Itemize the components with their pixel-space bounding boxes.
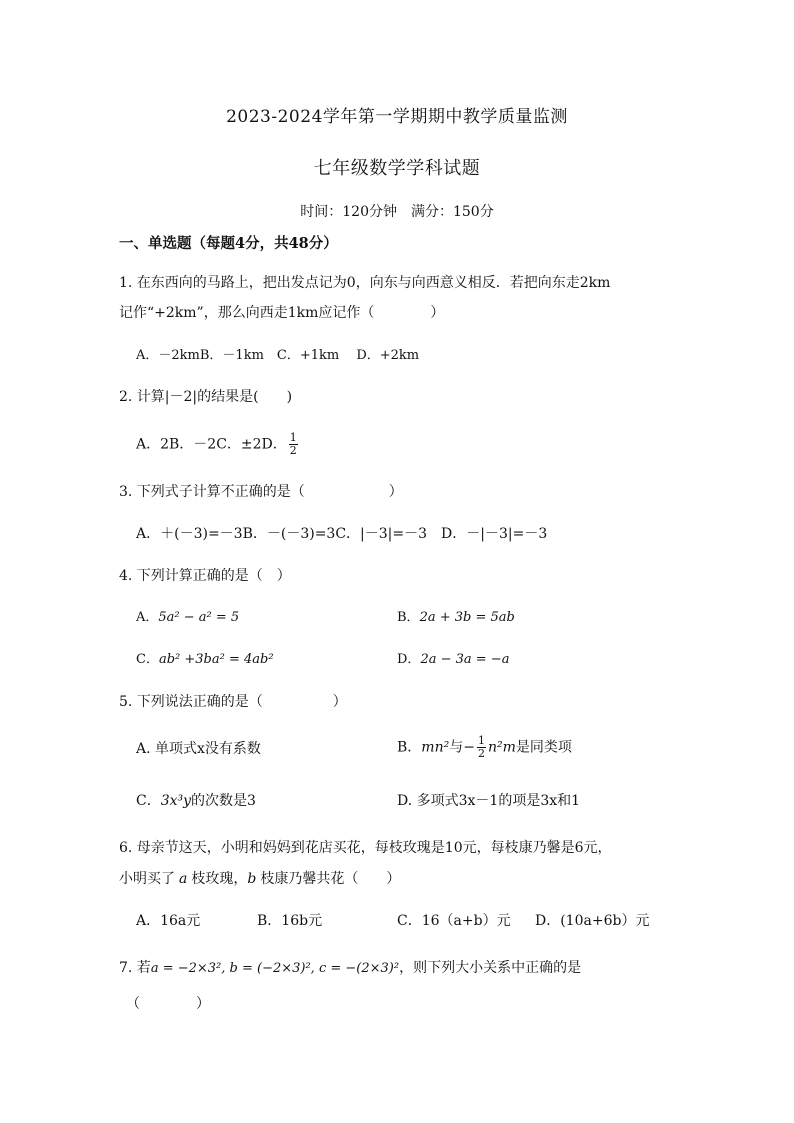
q5-c-term: 3x³y	[160, 793, 192, 809]
q7-stem	[119, 958, 581, 979]
q6-var-b: b	[247, 871, 257, 887]
q5-b-mid: 与−	[449, 739, 475, 756]
q4-option-c	[136, 650, 274, 670]
q4-d-formula: 2a − 3a = −a	[420, 652, 510, 667]
q6-line2-b: 枝玫瑰，	[191, 871, 248, 887]
q1-line2: 记作“+2km”，那么向西走1km应记作（ ）	[119, 305, 445, 321]
q4-b-formula: 2a + 3b = 5ab	[419, 610, 515, 625]
q5-b-term1: mn²	[421, 739, 450, 756]
q5-option-a: A. 单项式x没有系数	[136, 741, 261, 757]
q4-stem: 4. 下列计算正确的是（ ）	[119, 568, 291, 584]
q6-line2-a: 小明买了	[119, 871, 175, 887]
section-heading: 一、单选题（每题4分，共48分）	[119, 235, 338, 252]
q3-options: A．＋(－3)=－3B．－(－3)=3C．|－3|=－3 D．－|－3|=－3	[136, 526, 548, 542]
q6-option-b: B．16b元	[257, 913, 323, 929]
q5-c-tail: 的次数是3	[191, 793, 256, 809]
q6-var-a: a	[179, 871, 188, 887]
q6-line2-c: 枝康乃馨共花（ ）	[260, 871, 401, 887]
q5-option-b	[397, 735, 572, 760]
q4-b-label: B．	[397, 610, 420, 625]
q2-fraction	[289, 432, 298, 457]
q5-b-tail: 是同类项	[515, 739, 572, 756]
q5-b-frac-num: 1	[477, 734, 485, 747]
q4-option-a	[136, 608, 239, 628]
q4-c-formula: ab² +3ba² = 4ab²	[158, 652, 274, 667]
q7-suffix: ，则下列大小关系中正确的是	[399, 960, 582, 976]
q4-option-b	[397, 608, 515, 628]
q5-b-label: B．	[397, 739, 422, 756]
q5-c-label: C．	[136, 793, 161, 809]
q5-b-fraction	[477, 735, 486, 760]
q7-prefix: 7. 若	[119, 960, 151, 976]
q6-option-d: D．(10a+6b）元	[535, 913, 650, 929]
exam-title: 2023-2024学年第一学期期中教学质量监测	[226, 107, 568, 127]
q6-line1: 6. 母亲节这天，小明和妈妈到花店买花，每枝玫瑰是10元，每枝康乃馨是6元，	[119, 840, 612, 856]
q1-line1: 1. 在东西向的马路上，把出发点记为0，向东与向西意义相反．若把向东走2km	[119, 275, 611, 291]
q4-c-label: C．	[136, 652, 159, 667]
exam-subtitle: 七年级数学学科试题	[313, 158, 481, 179]
q2-options	[136, 432, 300, 457]
time-info: 时间：120分钟 满分：150分	[300, 204, 494, 220]
q4-a-formula: 5a² − a² = 5	[158, 610, 240, 625]
q5-option-c	[136, 791, 256, 811]
q5-stem: 5. 下列说法正确的是（ ）	[119, 694, 347, 710]
q1-options: A．－2kmB．－1km C．+1km D．+2km	[136, 348, 420, 363]
q2-stem: 2. 计算|－2|的结果是( )	[119, 389, 293, 405]
q6-option-c: C．16（a+b）元	[397, 913, 511, 929]
q7-formula: a = −2×3², b = (−2×3)², c = −(2×3)²	[150, 961, 400, 976]
q4-a-label: A．	[136, 610, 159, 625]
q4-d-label: D．	[397, 652, 421, 667]
q5-b-term2: n²m	[487, 739, 516, 756]
q5-b-frac-den: 2	[477, 747, 485, 760]
q2-frac-den: 2	[289, 444, 297, 457]
q5-option-d: D. 多项式3x－1的项是3x和1	[397, 793, 581, 809]
q2-options-text: A．2B．－2C．±2D．	[136, 436, 287, 453]
q7-answer-paren: （ ）	[126, 996, 210, 1012]
q4-option-d	[397, 650, 509, 670]
q2-frac-num: 1	[289, 431, 297, 444]
q3-stem: 3. 下列式子计算不正确的是（ ）	[119, 484, 403, 500]
q6-option-a: A．16a元	[136, 913, 201, 929]
q6-line2	[119, 869, 400, 889]
